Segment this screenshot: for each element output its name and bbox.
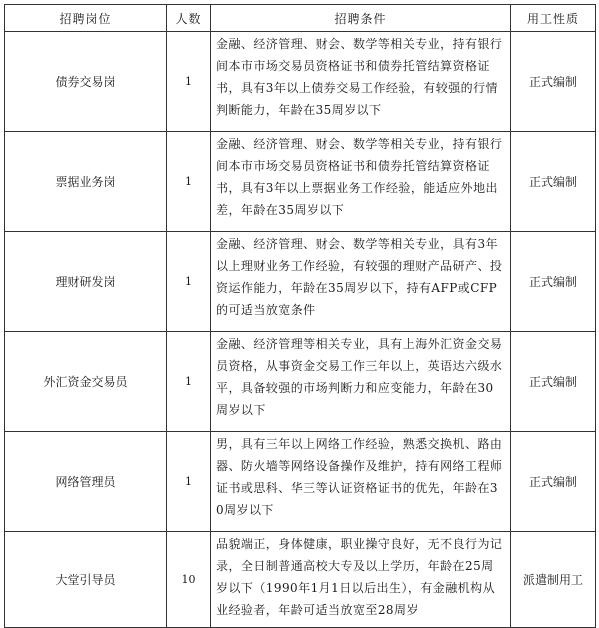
- count-cell: 1: [167, 32, 211, 132]
- requirements-cell: 品貌端正，身体健康，职业操守良好，无不良行为记录，全日制普通高校大专及以上学历，年龄在25周岁以下（1990年1月1日以后出生），有金融机构从业经验者，年龄可适当放宽至28周岁: [211, 532, 511, 628]
- table-row: [5, 332, 596, 432]
- position-cell: 大堂引导员: [5, 532, 167, 628]
- position-cell: 网络管理员: [5, 432, 167, 532]
- count-cell: 1: [167, 132, 211, 232]
- table-row: [5, 432, 596, 532]
- requirements-cell: 金融、经济管理、财会、数学等相关专业，持有银行间本市市场交易员资格证书和债券托管结算资格证书，具有3年以上票据业务工作经验，能适应外地出差，年龄在35周岁以下: [211, 132, 511, 232]
- requirements-cell: 金融、经济管理、财会、数学等相关专业，具有3年以上理财业务工作经验，有较强的理财产品研产、投资运作能力，年龄在35周岁以下，持有AFP或CFP的可适当放宽条件: [211, 232, 511, 332]
- table-row: [5, 532, 596, 628]
- requirements-cell: 金融、经济管理、财会、数学等相关专业，持有银行间本市市场交易员资格证书和债券托管结算资格证书，具有3年以上债券交易工作经验，有较强的行情判断能力，年龄在35周岁以下: [211, 32, 511, 132]
- position-cell: 债券交易岗: [5, 32, 167, 132]
- employment-type-cell: 正式编制: [511, 332, 596, 432]
- table-row: [5, 132, 596, 232]
- table-row: [5, 32, 596, 132]
- recruitment-table: [4, 4, 596, 628]
- recruitment-table-container: [4, 4, 596, 628]
- count-cell: 1: [167, 332, 211, 432]
- header-position: 招聘岗位: [5, 5, 167, 32]
- employment-type-cell: 正式编制: [511, 432, 596, 532]
- header-count: 人数: [167, 5, 211, 32]
- employment-type-cell: 派遣制用工: [511, 532, 596, 628]
- position-cell: 票据业务岗: [5, 132, 167, 232]
- position-cell: 理财研发岗: [5, 232, 167, 332]
- header-employment-type: 用工性质: [511, 5, 596, 32]
- header-requirements: 招聘条件: [211, 5, 511, 32]
- count-cell: 1: [167, 432, 211, 532]
- employment-type-cell: 正式编制: [511, 132, 596, 232]
- requirements-cell: 金融、经济管理等相关专业，具有上海外汇资金交易员资格，从事资金交易工作三年以上，英语达六级水平，具备较强的市场判断力和应变能力，年龄在30周岁以下: [211, 332, 511, 432]
- employment-type-cell: 正式编制: [511, 232, 596, 332]
- table-header-row: [5, 5, 596, 32]
- count-cell: 10: [167, 532, 211, 628]
- position-cell: 外汇资金交易员: [5, 332, 167, 432]
- count-cell: 1: [167, 232, 211, 332]
- table-row: [5, 232, 596, 332]
- requirements-cell: 男，具有三年以上网络工作经验，熟悉交换机、路由器、防火墙等网络设备操作及维护，持有网络工程师证书或思科、华三等认证资格证书的优先，年龄在30周岁以下: [211, 432, 511, 532]
- employment-type-cell: 正式编制: [511, 32, 596, 132]
